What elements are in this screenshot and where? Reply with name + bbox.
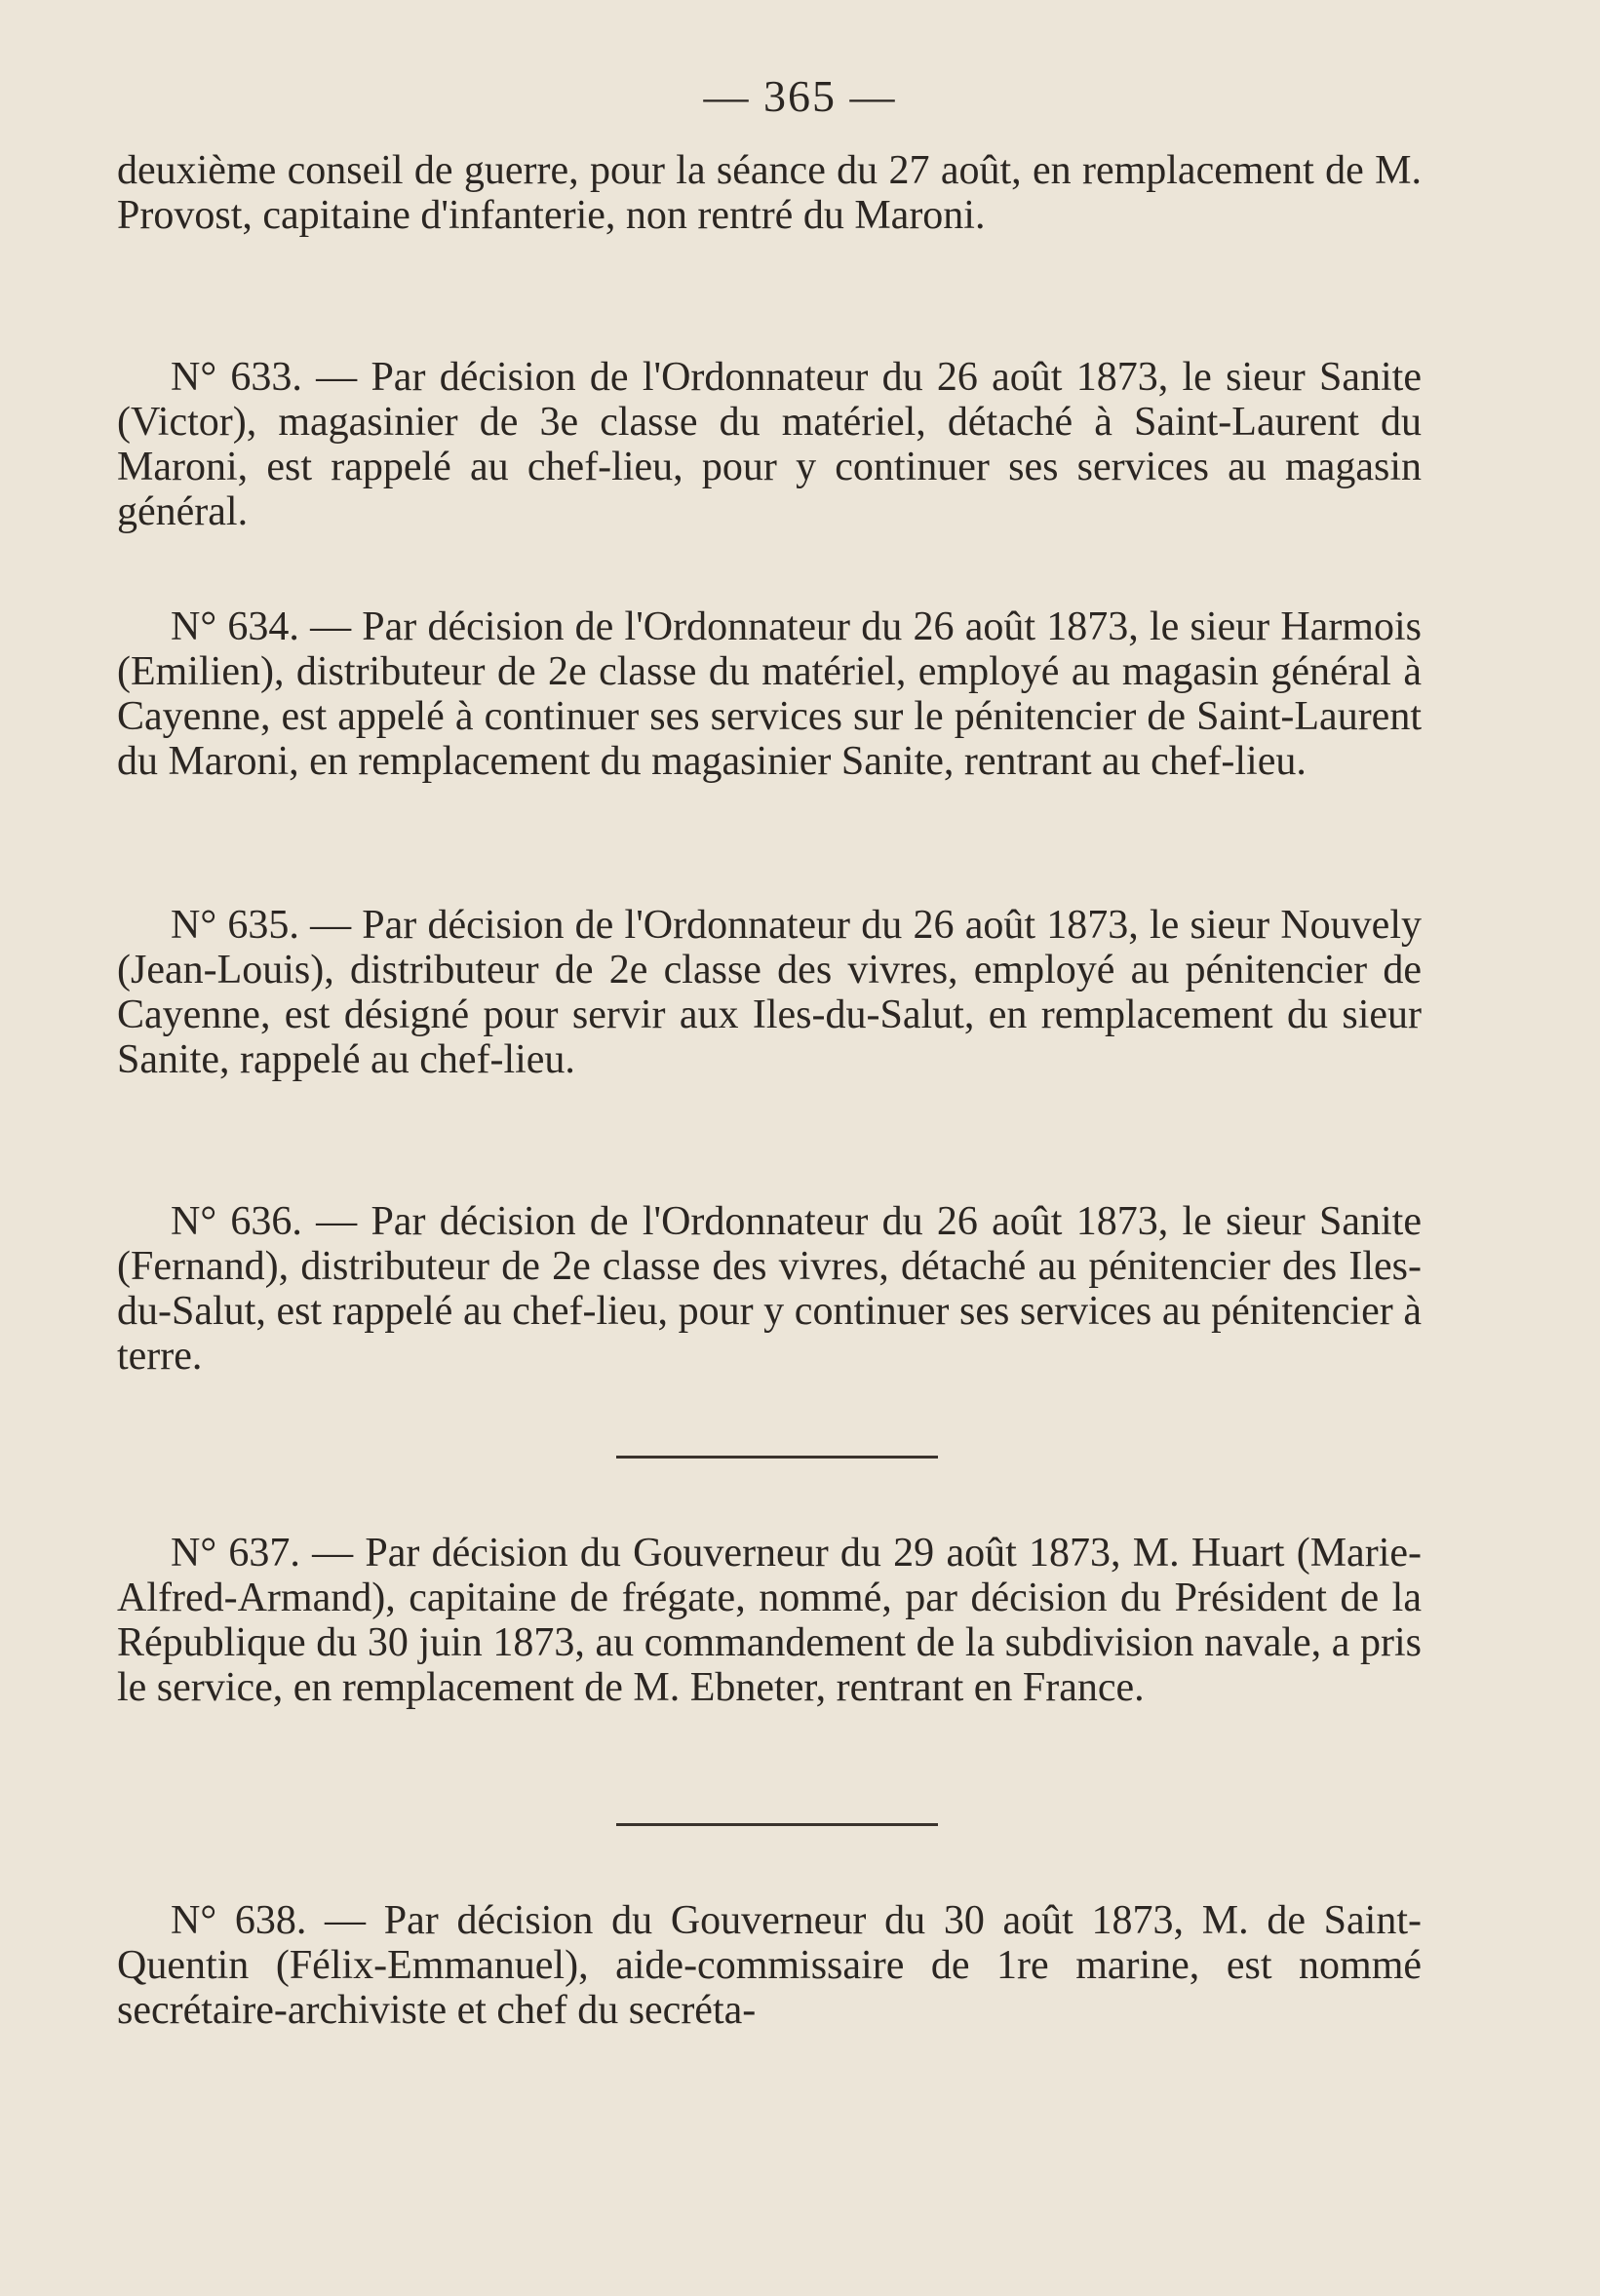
paragraph-635: N° 635. — Par décision de l'Ordonnateur du 26 août 1873, le sieur Nouvely (Jean-Louis), distributeur de 2e classe des vivres, employé au pénitencier de Cayenne, est désigné pour servir aux Iles-du-Salut, en remplacement du sieur Sanite, rappelé au chef-lieu. — [117, 903, 1422, 1082]
page-number: — 365 — — [703, 71, 897, 121]
paragraph-634: N° 634. — Par décision de l'Ordonnateur du 26 août 1873, le sieur Harmois (Emilien), distributeur de 2e classe du matériel, employé au magasin général à Cayenne, est appelé à continuer ses services sur le pénitencier de Saint-Laurent du Maroni, en remplacement du magasinier Sanite, rentrant au chef-lieu. — [117, 604, 1422, 784]
section-divider — [616, 1456, 938, 1459]
paragraph-636: N° 636. — Par décision de l'Ordonnateur du 26 août 1873, le sieur Sanite (Fernand), distributeur de 2e classe des vivres, détaché au pénitencier des Iles-du-Salut, est rappelé au chef-lieu, pour y continuer ses services au pénitencier à terre. — [117, 1199, 1422, 1379]
paragraph-continuation: deuxième conseil de guerre, pour la séance du 27 août, en remplacement de M. Provost, capitaine d'infanterie, non rentré du Maroni. — [117, 148, 1422, 238]
paragraph-637: N° 637. — Par décision du Gouverneur du 29 août 1873, M. Huart (Marie-Alfred-Armand), capitaine de frégate, nommé, par décision du Président de la République du 30 juin 1873, au commandement de la subdivision navale, a pris le service, en remplacement de M. Ebneter, rentrant en France. — [117, 1531, 1422, 1710]
section-divider — [616, 1823, 938, 1826]
paragraph-638: N° 638. — Par décision du Gouverneur du 30 août 1873, M. de Saint-Quentin (Félix-Emmanuel), aide-commissaire de 1re marine, est nommé secrétaire-archiviste et chef du secréta- — [117, 1898, 1422, 2033]
paragraph-633: N° 633. — Par décision de l'Ordonnateur du 26 août 1873, le sieur Sanite (Victor), magasinier de 3e classe du matériel, détaché à Saint-Laurent du Maroni, est rappelé au chef-lieu, pour y continuer ses services au magasin général. — [117, 355, 1422, 534]
